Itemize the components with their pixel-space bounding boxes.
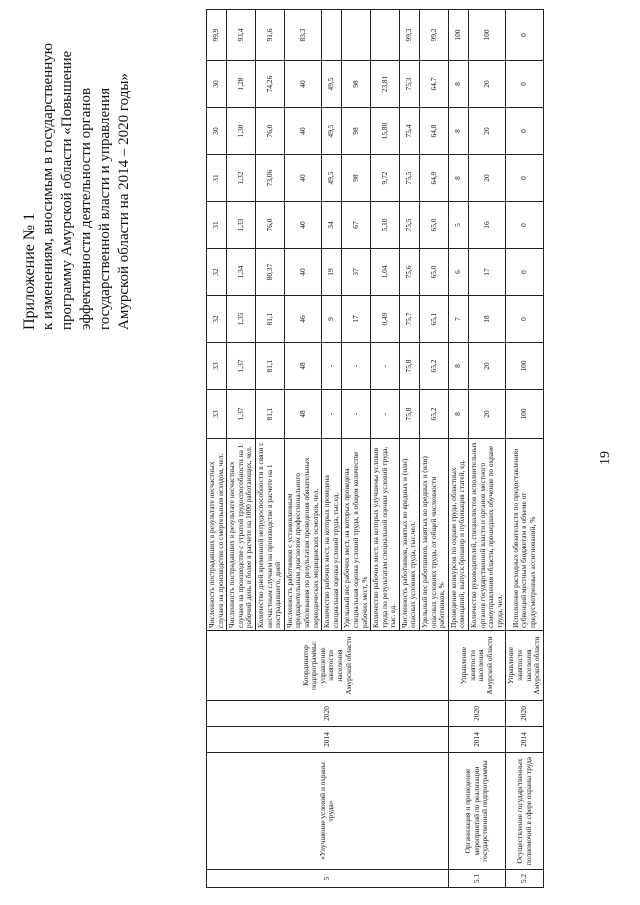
value-cell: 83,3 <box>284 10 321 61</box>
value-cell: 65,0 <box>420 202 449 249</box>
value-cell: 33 <box>207 343 227 390</box>
value-cell: 64,8 <box>420 108 449 155</box>
value-cell: 20 <box>469 343 506 390</box>
value-cell: 100 <box>506 390 543 439</box>
table-row <box>506 10 543 888</box>
indicator-name: Проведение конкурсов по охране труда, областных совещаний, выпуск брошюр и публикация статей, ед. <box>448 439 468 631</box>
value-cell: 1,32 <box>227 155 256 202</box>
value-cell: - <box>322 390 342 439</box>
value-cell: 40 <box>284 249 321 296</box>
executor: Управление занятости населения Амурской области <box>448 631 506 701</box>
indicator-name: Численность работников, занятых во вредных и (или) опасных условиях труда, тыс.чел. <box>399 439 419 631</box>
value-cell: - <box>371 343 400 390</box>
indicator-name: Исполнение расходных обязательств по предоставлению субвенций местным бюджетам в объеме от предусмотренных ассигнований, % <box>506 439 543 631</box>
value-cell: 1,35 <box>227 296 256 343</box>
value-cell: 81,1 <box>255 296 284 343</box>
table-row <box>448 10 468 888</box>
value-cell: 9 <box>322 296 342 343</box>
value-cell: 49,5 <box>322 108 342 155</box>
value-cell: 31 <box>207 155 227 202</box>
page-number: 19 <box>598 451 613 465</box>
indicators-table <box>206 9 544 888</box>
value-cell: 9,72 <box>371 155 400 202</box>
appendix-title: Приложение № 1 <box>21 212 38 330</box>
row-number: 5 <box>207 870 449 888</box>
value-cell: 98 <box>342 61 371 108</box>
value-cell: 0 <box>506 108 543 155</box>
table-row <box>207 10 227 888</box>
end-year: 2020 <box>448 701 506 727</box>
appendix-line: к изменениям, вносимым в государственную <box>40 43 56 330</box>
row-number: 5.1 <box>448 870 506 888</box>
value-cell: 91,6 <box>255 10 284 61</box>
end-year: 2020 <box>207 701 449 727</box>
value-cell: 100 <box>469 10 506 61</box>
value-cell: - <box>342 390 371 439</box>
value-cell: 23,81 <box>371 61 400 108</box>
value-cell: 7 <box>448 296 468 343</box>
value-cell: 34 <box>322 202 342 249</box>
value-cell: 0 <box>506 10 543 61</box>
value-cell: 40 <box>284 108 321 155</box>
value-cell: 8 <box>448 108 468 155</box>
value-cell: 37 <box>342 249 371 296</box>
value-cell: 1,37 <box>227 390 256 439</box>
value-cell: 98 <box>342 155 371 202</box>
value-cell: 20 <box>469 108 506 155</box>
value-cell: 81,1 <box>255 390 284 439</box>
value-cell: 17 <box>469 249 506 296</box>
value-cell: - <box>371 390 400 439</box>
value-cell: 20 <box>469 155 506 202</box>
value-cell: 49,5 <box>322 61 342 108</box>
value-cell: 5,10 <box>371 202 400 249</box>
value-cell: 17 <box>342 296 371 343</box>
value-cell: - <box>342 343 371 390</box>
value-cell: 49,5 <box>322 155 342 202</box>
value-cell: 0 <box>506 202 543 249</box>
value-cell: 20 <box>469 390 506 439</box>
value-cell: 40 <box>284 155 321 202</box>
start-year: 2014 <box>207 727 449 753</box>
appendix-line: эффективности деятельности органов <box>78 87 94 330</box>
value-cell: 100 <box>448 10 468 61</box>
value-cell: 81,1 <box>255 343 284 390</box>
program-name: Организация и проведение мероприятий по реализации государственной подпрограммы <box>448 753 506 870</box>
value-cell <box>322 10 342 61</box>
value-cell: 99,3 <box>399 10 419 61</box>
value-cell: 1,30 <box>227 108 256 155</box>
value-cell: 75,3 <box>399 61 419 108</box>
value-cell: 19 <box>322 249 342 296</box>
start-year: 2014 <box>506 727 543 753</box>
value-cell: - <box>322 343 342 390</box>
value-cell: 74,26 <box>255 61 284 108</box>
value-cell <box>371 10 400 61</box>
indicator-name: Численность работников с установленным предварительным диагнозом профессионального заболевания по результатам проведения обязательных периодических медицинских осмотров, чел. <box>284 439 321 631</box>
indicator-name: Численность пострадавших в результате несчастных случаев на производстве с утратой трудоспособности на 1 рабочий день и более в расчете на 1000 работающих, чел. <box>227 439 256 631</box>
value-cell: 18 <box>469 296 506 343</box>
value-cell: 0 <box>506 296 543 343</box>
executor: Координатор подпрограммы: управление занятости населения Амурской области <box>207 631 449 701</box>
value-cell: 8 <box>448 155 468 202</box>
value-cell: 33 <box>207 390 227 439</box>
value-cell: 75,5 <box>399 155 419 202</box>
value-cell: 65,2 <box>420 343 449 390</box>
appendix-header <box>20 30 134 330</box>
program-name: Осуществление государственных полномочий в сфере охраны труда <box>506 753 543 870</box>
value-cell: 48 <box>284 343 321 390</box>
appendix-line: Амурской области на 2014 – 2020 годы» <box>116 73 132 330</box>
value-cell: 98 <box>342 108 371 155</box>
value-cell: 99,2 <box>420 10 449 61</box>
value-cell: 1,28 <box>227 61 256 108</box>
value-cell: 76,0 <box>255 202 284 249</box>
executor: Управление занятости населения Амурской области <box>506 631 543 701</box>
value-cell: 0 <box>506 155 543 202</box>
indicator-name: Удельный вес работников, занятых во вредных и (или) опасных условиях труда, от общей численности работников, % <box>420 439 449 631</box>
value-cell: 8 <box>448 390 468 439</box>
value-cell: 1,34 <box>227 249 256 296</box>
value-cell: 0 <box>506 249 543 296</box>
value-cell: 8 <box>448 61 468 108</box>
value-cell: 0 <box>506 61 543 108</box>
value-cell: 64,7 <box>420 61 449 108</box>
end-year: 2020 <box>506 701 543 727</box>
value-cell: 1,33 <box>227 202 256 249</box>
value-cell <box>342 10 371 61</box>
indicator-name: Количество рабочих мест, на которых проведена специальная оценка условий труда, тыс.ед. <box>322 439 342 631</box>
appendix-line: программу Амурской области «Повышение <box>59 50 75 330</box>
value-cell: 75,8 <box>399 390 419 439</box>
value-cell: 75,4 <box>399 108 419 155</box>
value-cell: 8 <box>448 343 468 390</box>
start-year: 2014 <box>448 727 506 753</box>
appendix-line: государственной власти и управления <box>97 87 113 330</box>
value-cell: 1,37 <box>227 343 256 390</box>
program-name: «Улучшение условий и охраны труда» <box>207 753 449 870</box>
value-cell: 1,04 <box>371 249 400 296</box>
indicator-name: Численность пострадавших в результате несчастных случаев на производстве со смертельным исходом, чел. <box>207 439 227 631</box>
value-cell: 20 <box>469 61 506 108</box>
value-cell: 6 <box>448 249 468 296</box>
indicator-name: Удельный вес рабочих мест, на которых проведена специальная оценка условий труда, в общем количестве рабочих мест, % <box>342 439 371 631</box>
value-cell: 75,8 <box>399 343 419 390</box>
value-cell: 15,80 <box>371 108 400 155</box>
value-cell: 48 <box>284 390 321 439</box>
value-cell: 65,1 <box>420 296 449 343</box>
value-cell: 40 <box>284 202 321 249</box>
value-cell: 40 <box>284 61 321 108</box>
value-cell: 32 <box>207 296 227 343</box>
value-cell: 16 <box>469 202 506 249</box>
value-cell: 65,0 <box>420 249 449 296</box>
value-cell: 30 <box>207 61 227 108</box>
value-cell: 76,0 <box>255 108 284 155</box>
value-cell: 30 <box>207 108 227 155</box>
indicator-name: Количество руководителей, специалистов исполнительных органов государственной власти и органов местного самоуправления области, прошедших обучение по охране труда, чел. <box>469 439 506 631</box>
value-cell: 75,6 <box>399 249 419 296</box>
indicator-name: Количество рабочих мест, на которых улучшены условия труда по результатам специальной оценки условий труда, тыс. ед. <box>371 439 400 631</box>
row-number: 5.2 <box>506 870 543 888</box>
value-cell: 46 <box>284 296 321 343</box>
value-cell: 100 <box>506 343 543 390</box>
value-cell: 5 <box>448 202 468 249</box>
value-cell: 75,7 <box>399 296 419 343</box>
value-cell: 67 <box>342 202 371 249</box>
value-cell: 32 <box>207 249 227 296</box>
indicator-name: Количество дней временной нетрудоспособности в связи с несчастным случаем на производстве в расчете на 1 пострадавшего, дней <box>255 439 284 631</box>
value-cell: 31 <box>207 202 227 249</box>
value-cell: 80,37 <box>255 249 284 296</box>
value-cell: 73,06 <box>255 155 284 202</box>
value-cell: 0,49 <box>371 296 400 343</box>
value-cell: 99,9 <box>207 10 227 61</box>
value-cell: 93,4 <box>227 10 256 61</box>
value-cell: 64,9 <box>420 155 449 202</box>
value-cell: 65,2 <box>420 390 449 439</box>
value-cell: 75,5 <box>399 202 419 249</box>
